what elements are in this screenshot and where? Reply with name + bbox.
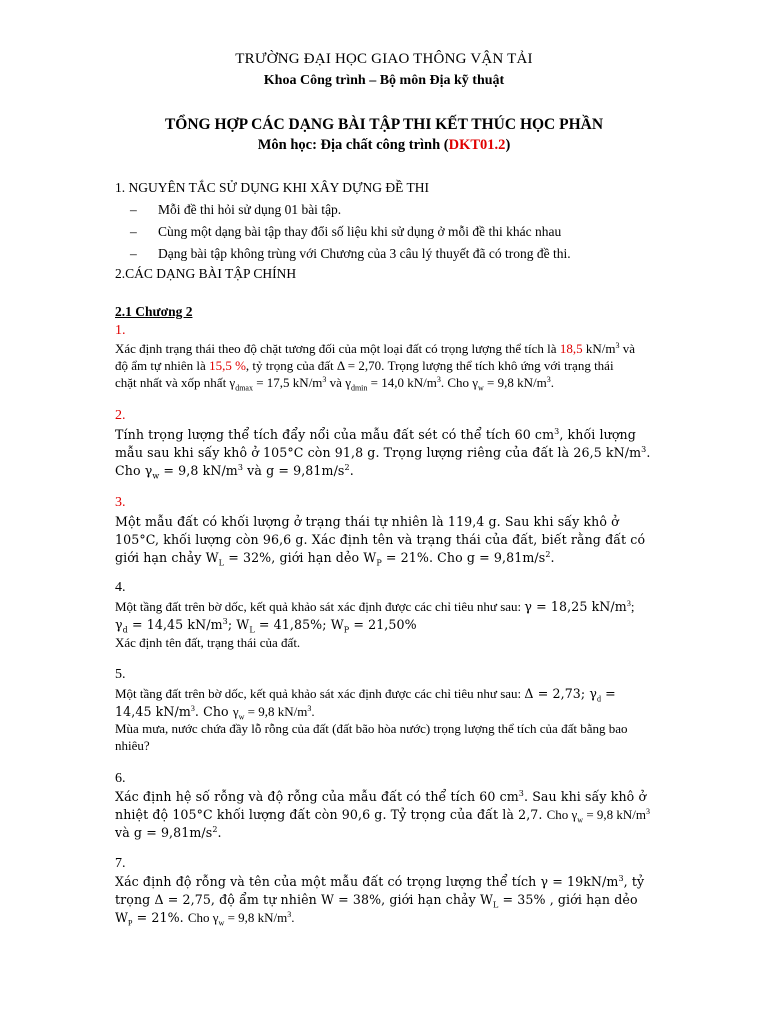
problem-4-number: 4. (115, 580, 126, 595)
problem-6-line-3: và $g = 9,81m/s^2$. (115, 825, 222, 840)
problem-3-line-3: giới hạn chảy $W_L = 32\%$, giới hạn dẻo $W_P = 21\%$. Cho $g = 9,81m/s^2$. (115, 550, 555, 568)
list-item: – Dạng bài tập không trùng với Chương của 3 câu lý thuyết đã có trong đề thi. (130, 246, 571, 261)
document-title: TỔNG HỢP CÁC DẠNG BÀI TẬP THI KẾT THÚC HỌC PHẦN (164, 116, 604, 133)
problem-1-line-2: độ ẩm tự nhiên là 15,5 %, tỷ trọng của đất Δ = 2,70. Trọng lượng thể tích khô ứng với trạng thái (115, 358, 614, 373)
subject-code: DKT01.2 (448, 137, 506, 153)
problem-6-line-1: Xác định hệ số rỗng và độ rỗng của mẫu đất có thể tích 60 $cm^3$. Sau khi sấy khô ở (115, 789, 647, 804)
problem-5-line-3: Mùa mưa, nước chứa đầy lỗ rỗng của đất (đất bão hòa nước) trọng lượng thể tích của đất bằng bao (115, 721, 628, 736)
faculty-line: Khoa Công trình – Bộ môn Địa kỹ thuật (263, 73, 505, 88)
subject-line: Môn học: Địa chất công trình (DKT01.2) (257, 137, 511, 153)
problem-4-line-1: Một tầng đất trên bờ dốc, kết quả khảo sát xác định được các chỉ tiêu như sau: γ = 18,25 $kN/m^3$; (115, 599, 635, 614)
problem-4-line-2: $\gamma_d = 14,45$ $kN/m^3$; $W_L = 41,85\%$; $W_P = 21,50\%$ (115, 617, 417, 635)
problem-1-number: 1. (115, 323, 126, 338)
list-item: – Cùng một dạng bài tập thay đổi số liệu khi sử dụng ở mỗi đề thi khác nhau (130, 224, 562, 239)
problem-4-line-3: Xác định tên đất, trạng thái của đất. (115, 635, 301, 650)
list-item: – Mỗi đề thi hỏi sử dụng 01 bài tập. (130, 202, 342, 217)
university-name: TRƯỜNG ĐẠI HỌC GIAO THÔNG VẬN TẢI (235, 51, 533, 67)
problem-5-number: 5. (115, 667, 126, 682)
problem-2-line-1: Tính trọng lượng thể tích đẩy nổi của mẫu đất sét có thể tích 60 $cm^3$, khối lượng (115, 427, 636, 442)
problem-3-number: 3. (115, 495, 126, 510)
problem-3-line-1: Một mẫu đất có khối lượng ở trạng thái tự nhiên là 119,4 g. Sau khi sấy khô ở (115, 514, 619, 529)
problem-6-number: 6. (115, 771, 126, 786)
problem-1-line-1: Xác định trạng thái theo độ chặt tương đối của một loại đất có trọng lượng thể tích là 18,5 $kN/m^3$ và (115, 341, 635, 356)
problem-1-line-3: chặt nhất và xốp nhất $\gamma_{dmax} = 17,5$ $kN/m^3$ và $\gamma_{dmin} = 14,0$ $kN/m^3$. Cho $\gamma_w = 9,8$ $kN/m^3$. (115, 375, 554, 393)
chapter-heading: 2.1 Chương 2 (115, 304, 193, 319)
problem-5-line-4: nhiêu? (115, 738, 150, 753)
problem-7-number: 7. (115, 856, 126, 871)
problem-2-number: 2. (115, 408, 126, 423)
section-1-heading: 1. NGUYÊN TẮC SỬ DỤNG KHI XÂY DỰNG ĐỀ THI (115, 180, 429, 195)
problem-7-line-2: trọng Δ = 2,75, độ ẩm tự nhiên W = 38%, giới hạn chảy $W_L = 35\%$ , giới hạn dẻo (115, 892, 638, 910)
problem-2-line-2: mẫu sau khi sấy khô ở 105°C còn 91,8 g. Trọng lượng riêng của đất là 26,5 $kN/m^3$. (115, 445, 651, 460)
problem-5-line-2: 14,45 $kN/m^3$. Cho $\gamma_w = 9,8$ $kN/m^3$. (115, 704, 315, 722)
problem-6-line-2: nhiệt độ 105°C khối lượng đất còn 90,6 g. Tỷ trọng của đất là 2,7. Cho $\gamma_w = 9,8$ $kN/m^3$ (115, 807, 651, 825)
problem-7-line-3: $W_P = 21\%$. Cho $\gamma_w = 9,8$ $kN/m^3$. (115, 910, 295, 928)
problem-5-line-1: Một tầng đất trên bờ dốc, kết quả khảo sát xác định được các chỉ tiêu như sau: Δ = 2,73; $\gamma_d$ = (115, 686, 616, 704)
problem-3-line-2: 105°C, khối lượng còn 96,6 g. Xác định tên và trạng thái của đất, biết rằng đất có (115, 532, 646, 547)
problem-2-line-3: Cho $\gamma_w = 9,8$ $kN/m^3$ và $g = 9,81m/s^2$. (115, 463, 354, 481)
section-2-heading: 2.CÁC DẠNG BÀI TẬP CHÍNH (115, 266, 297, 281)
problem-7-line-1: Xác định độ rỗng và tên của một mẫu đất có trọng lượng thể tích $\gamma = 19kN/m^3$, tỷ (115, 874, 645, 889)
